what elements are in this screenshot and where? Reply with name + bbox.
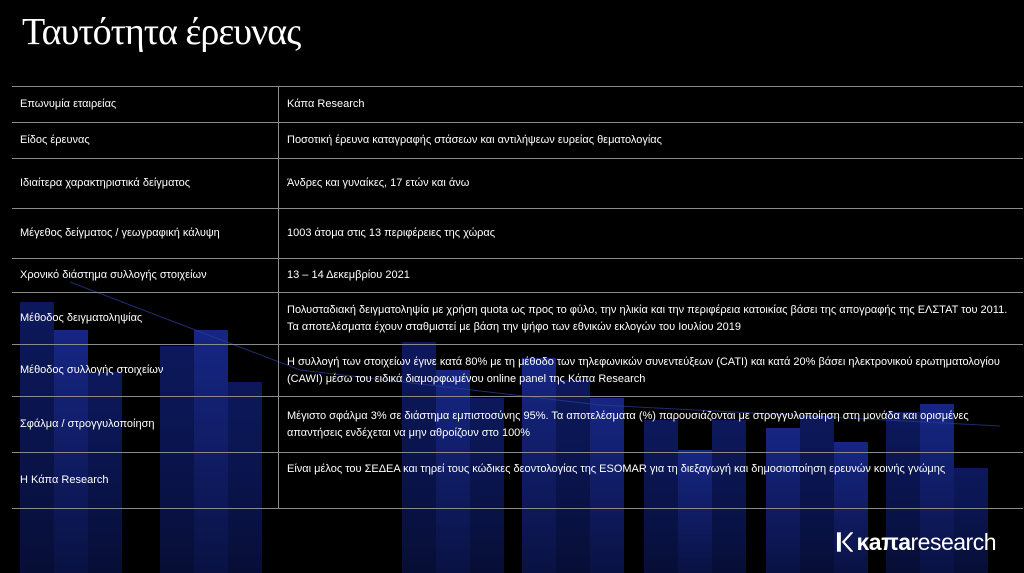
row-value: Η συλλογή των στοιχείων έγινε κατά 80% με τη μέθοδο των τηλεφωνικών συνεντεύξεων (CATI) και κατά 20% βάσει ηλεκτρονικού ερωτηματολογίου (CAWI) μέσω του ειδικά διαμορφωμένου online panel της Κάπα Research xyxy=(279,345,1024,397)
table-row xyxy=(12,159,1023,209)
row-label: Μέθοδος δειγματοληψίας xyxy=(12,293,279,345)
row-label: Μέγεθος δείγματος / γεωγραφική κάλυψη xyxy=(12,209,279,259)
row-value: Πολυσταδιακή δειγματοληψία με χρήση quota ως προς το φύλο, την ηλικία και την περιφέρεια κατοικίας βάσει της απογραφής της ΕΛΣΤΑΤ του 2011. Τα αποτελέσματα έχουν σταθμιστεί με βάση την ψήφο των εθνικών εκλογών του Ιουλίου 2019 xyxy=(279,293,1024,345)
row-value: Άνδρες και γυναίκες, 17 ετών και άνω xyxy=(279,159,1024,209)
table-row xyxy=(12,397,1023,453)
survey-identity-table xyxy=(12,86,1023,509)
row-value: 13 – 14 Δεκεμβρίου 2021 xyxy=(279,259,1024,293)
row-value: Ποσοτική έρευνα καταγραφής στάσεων και αντιλήψεων ευρείας θεματολογίας xyxy=(279,123,1024,159)
row-label: Ιδιαίτερα χαρακτηριστικά δείγματος xyxy=(12,159,279,209)
kapa-research-logo xyxy=(836,527,996,557)
row-label: Χρονικό διάστημα συλλογής στοιχείων xyxy=(12,259,279,293)
row-label: Επωνυμία εταιρείας xyxy=(12,87,279,123)
logo-wordmark xyxy=(856,530,996,554)
row-value: Κάπα Research xyxy=(279,87,1024,123)
row-label: Η Κάπα Research xyxy=(12,453,279,509)
table-row xyxy=(12,209,1023,259)
logo-wordmark-bold: κaπa xyxy=(856,529,911,555)
table-row xyxy=(12,87,1023,123)
row-value: Είναι μέλος του ΣΕΔΕΑ και τηρεί τους κώδικες δεοντολογίας της ESOMAR για τη διεξαγωγή και δημοσιοποίηση ερευνών κοινής γνώμης xyxy=(279,453,1024,509)
table-row xyxy=(12,345,1023,397)
logo-wordmark-light: research xyxy=(910,529,996,555)
row-label: Είδος έρευνας xyxy=(12,123,279,159)
row-label: Μέθοδος συλλογής στοιχείων xyxy=(12,345,279,397)
table-row xyxy=(12,259,1023,293)
row-value: 1003 άτομα στις 13 περιφέρειες της χώρας xyxy=(279,209,1024,259)
row-label: Σφάλμα / στρογγυλοποίηση xyxy=(12,397,279,453)
kapa-logo-icon xyxy=(836,530,853,554)
table-row xyxy=(12,293,1023,345)
page-title: Ταυτότητα έρευνας xyxy=(22,11,301,53)
table-row xyxy=(12,453,1023,509)
row-value: Μέγιστο σφάλμα 3% σε διάστημα εμπιστοσύνης 95%. Τα αποτελέσματα (%) παρουσιάζονται με στρογγυλοποίηση στη μονάδα και ορισμένες απαντήσεις ενδέχεται να μην αθροίζουν στο 100% xyxy=(279,397,1024,453)
table-row xyxy=(12,123,1023,159)
